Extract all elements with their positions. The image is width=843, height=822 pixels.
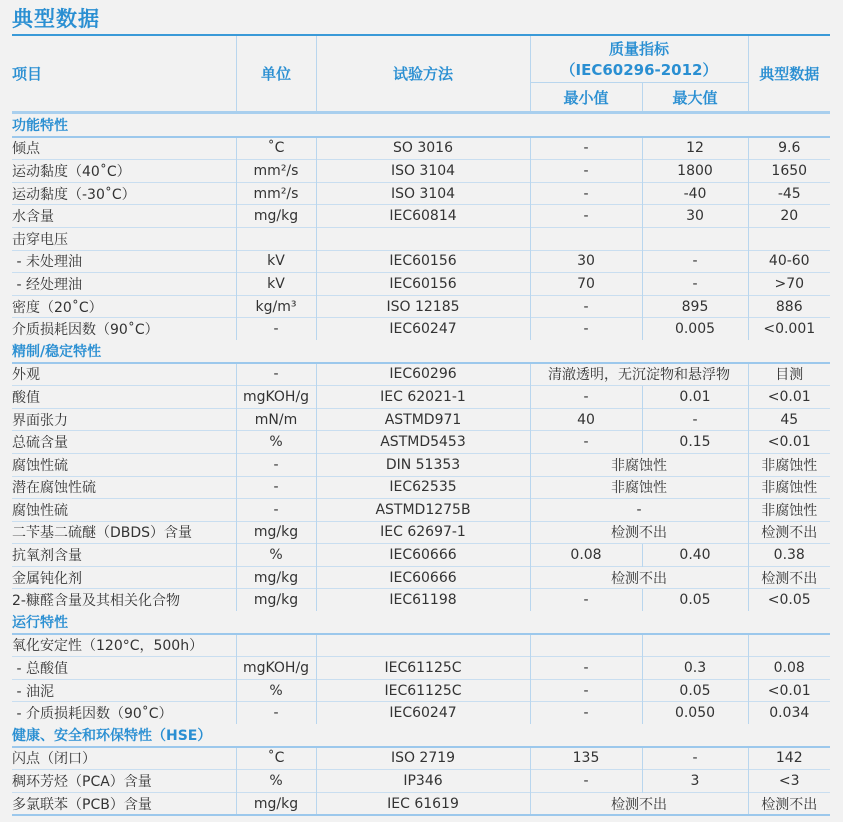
table-row	[12, 521, 830, 544]
table-row	[12, 566, 830, 589]
cell-unit: %	[236, 770, 316, 793]
cell-typical: 非腐蚀性	[748, 499, 830, 522]
cell-min	[530, 227, 642, 250]
cell-unit: -	[236, 318, 316, 340]
table-row	[12, 295, 830, 318]
cell-unit: -	[236, 702, 316, 724]
cell-min: 0.08	[530, 544, 642, 567]
cell-item: 闪点（闭口）	[12, 751, 96, 768]
page-title: 典型数据	[12, 7, 100, 31]
cell-max	[642, 634, 748, 657]
cell-max: 0.15	[642, 431, 748, 454]
table-row	[12, 747, 830, 770]
cell-item: 氧化安定性（120°C，500h）	[12, 638, 204, 655]
section-title: 功能特性	[12, 113, 830, 137]
cell-unit	[236, 227, 316, 250]
header-typical: 典型数据	[748, 35, 830, 113]
table-row	[12, 792, 830, 815]
cell-min: -	[530, 386, 642, 409]
cell-unit: -	[236, 453, 316, 476]
header-quality	[530, 35, 748, 83]
cell-item: 密度（20˚C）	[12, 295, 236, 318]
cell-typical: <0.01	[748, 386, 830, 409]
table-row	[12, 318, 830, 340]
cell-min	[530, 634, 642, 657]
cell-spec: 非腐蚀性	[530, 476, 748, 499]
cell-method: IEC 62021-1	[316, 386, 530, 409]
header-item: 项目	[12, 35, 236, 113]
cell-max: -	[642, 408, 748, 431]
cell-method: IP346	[316, 770, 530, 793]
cell-max: 0.050	[642, 702, 748, 724]
cell-item: 腐蚀性硫	[12, 499, 236, 522]
cell-typical: <0.05	[748, 589, 830, 611]
cell-item: 抗氧剂含量	[12, 544, 236, 567]
cell-method: IEC61198	[316, 589, 530, 611]
cell-item: 运动黏度（40˚C）	[12, 160, 236, 183]
cell-max: 3	[642, 770, 748, 793]
cell-min: -	[530, 679, 642, 702]
cell-typical: <0.001	[748, 318, 830, 340]
section-row	[12, 113, 830, 137]
cell-item: - 总酸值	[12, 657, 236, 680]
table-row	[12, 657, 830, 680]
section-row	[12, 611, 830, 634]
cell-max	[642, 227, 748, 250]
cell-typical: 0.08	[748, 657, 830, 680]
header-min: 最小值	[530, 83, 642, 113]
table-row	[12, 227, 830, 250]
header-method: 试验方法	[316, 35, 530, 113]
cell-max: 0.05	[642, 679, 748, 702]
cell-max: -40	[642, 182, 748, 205]
cell-item: 2-糠醛含量及其相关化合物	[12, 589, 236, 611]
cell-unit: mg/kg	[236, 521, 316, 544]
table-row	[12, 205, 830, 228]
cell-item: 腐蚀性硫	[12, 453, 236, 476]
table-row	[12, 273, 830, 296]
cell-min: -	[530, 137, 642, 160]
cell-typical: >70	[748, 273, 830, 296]
cell-min: 30	[530, 250, 642, 273]
cell-typical: 20	[748, 205, 830, 228]
cell-item: 倾点	[12, 141, 40, 158]
cell-typical: 1650	[748, 160, 830, 183]
cell-method: IEC60296	[316, 363, 530, 386]
cell-method: ISO 2719	[316, 747, 530, 770]
cell-max: 0.01	[642, 386, 748, 409]
cell-typical	[748, 634, 830, 657]
cell-item: 外观	[12, 367, 40, 384]
cell-unit: mgKOH/g	[236, 657, 316, 680]
cell-method: IEC61125C	[316, 657, 530, 680]
cell-unit	[236, 634, 316, 657]
cell-typical: 非腐蚀性	[748, 453, 830, 476]
cell-unit: kV	[236, 250, 316, 273]
cell-typical: -45	[748, 182, 830, 205]
cell-unit: %	[236, 431, 316, 454]
cell-method: IEC60666	[316, 544, 530, 567]
cell-max: -	[642, 747, 748, 770]
cell-method: IEC61125C	[316, 679, 530, 702]
cell-spec: -	[530, 499, 748, 522]
cell-unit: ˚C	[236, 137, 316, 160]
table-row	[12, 160, 830, 183]
cell-method: IEC60156	[316, 250, 530, 273]
cell-method: IEC60156	[316, 273, 530, 296]
table-row	[12, 386, 830, 409]
header-standard: （IEC60296-2012）	[560, 61, 718, 79]
cell-item: 总硫含量	[12, 431, 236, 454]
table-row	[12, 250, 830, 273]
cell-unit: mN/m	[236, 408, 316, 431]
cell-item: 金属钝化剂	[12, 566, 236, 589]
cell-method: ISO 12185	[316, 295, 530, 318]
cell-max: -	[642, 273, 748, 296]
section-title: 运行特性	[12, 611, 830, 634]
cell-unit: mg/kg	[236, 792, 316, 815]
table-row	[12, 702, 830, 724]
cell-method: IEC 62697-1	[316, 521, 530, 544]
cell-item: 运动黏度（-30˚C）	[12, 182, 236, 205]
cell-max: 0.40	[642, 544, 748, 567]
table-row	[12, 182, 830, 205]
cell-item: 稠环芳烃（PCA）含量	[12, 770, 236, 793]
cell-spec: 清澈透明，无沉淀物和悬浮物	[530, 363, 748, 386]
cell-min: -	[530, 431, 642, 454]
cell-unit: mm²/s	[236, 182, 316, 205]
table-row	[12, 363, 830, 386]
cell-unit: mg/kg	[236, 205, 316, 228]
header-max: 最大值	[642, 83, 748, 113]
cell-unit: %	[236, 544, 316, 567]
cell-min: -	[530, 182, 642, 205]
cell-typical: 40-60	[748, 250, 830, 273]
cell-item: - 油泥	[12, 679, 236, 702]
section-row	[12, 724, 830, 747]
cell-unit: kV	[236, 273, 316, 296]
cell-unit: mg/kg	[236, 566, 316, 589]
cell-method: IEC60247	[316, 318, 530, 340]
cell-typical: 0.034	[748, 702, 830, 724]
cell-item: 界面张力	[12, 408, 236, 431]
cell-spec: 非腐蚀性	[530, 453, 748, 476]
cell-unit: mg/kg	[236, 589, 316, 611]
cell-method: IEC60666	[316, 566, 530, 589]
cell-typical: 目测	[748, 363, 830, 386]
cell-min: 70	[530, 273, 642, 296]
cell-typical: 0.38	[748, 544, 830, 567]
cell-unit: kg/m³	[236, 295, 316, 318]
cell-max: 30	[642, 205, 748, 228]
cell-unit: -	[236, 499, 316, 522]
cell-typical: <0.01	[748, 431, 830, 454]
table-row	[12, 634, 830, 657]
table-row	[12, 431, 830, 454]
cell-typical: <3	[748, 770, 830, 793]
cell-item: 水含量	[12, 205, 236, 228]
cell-min: 40	[530, 408, 642, 431]
cell-method	[316, 634, 530, 657]
cell-item: 介质损耗因数（90˚C）	[12, 318, 236, 340]
cell-item: 多氯联苯（PCB）含量	[12, 792, 236, 815]
cell-max: 0.05	[642, 589, 748, 611]
table-row	[12, 770, 830, 793]
cell-typical: <0.01	[748, 679, 830, 702]
cell-typical: 检测不出	[748, 566, 830, 589]
cell-unit: -	[236, 363, 316, 386]
table-row	[12, 476, 830, 499]
cell-method: SO 3016	[316, 137, 530, 160]
cell-item: - 经处理油	[12, 273, 236, 296]
table-body	[12, 113, 830, 816]
cell-method	[316, 227, 530, 250]
header-quality-label: 质量指标	[608, 40, 669, 58]
table-row	[12, 499, 830, 522]
cell-typical: 45	[748, 408, 830, 431]
cell-unit: %	[236, 679, 316, 702]
cell-typical: 142	[748, 747, 830, 770]
typical-data-table	[12, 34, 830, 816]
cell-min: -	[530, 205, 642, 228]
cell-unit: ˚C	[236, 747, 316, 770]
table-row	[12, 453, 830, 476]
table-row	[12, 544, 830, 567]
cell-method: ISO 3104	[316, 182, 530, 205]
section-title: 健康、安全和环保特性（HSE）	[12, 724, 830, 747]
cell-max: 895	[642, 295, 748, 318]
cell-spec: 检测不出	[530, 792, 748, 815]
cell-min: -	[530, 770, 642, 793]
cell-min: 135	[530, 747, 642, 770]
cell-typical: 检测不出	[748, 792, 830, 815]
cell-item: 二苄基二硫醚（DBDS）含量	[12, 521, 236, 544]
table-row	[12, 679, 830, 702]
cell-method: IEC60247	[316, 702, 530, 724]
cell-max: -	[642, 250, 748, 273]
cell-typical: 非腐蚀性	[748, 476, 830, 499]
cell-min: -	[530, 295, 642, 318]
cell-typical: 9.6	[748, 137, 830, 160]
cell-spec: 检测不出	[530, 566, 748, 589]
cell-typical	[748, 227, 830, 250]
cell-unit: mm²/s	[236, 160, 316, 183]
cell-min: -	[530, 318, 642, 340]
cell-method: ASTMD1275B	[316, 499, 530, 522]
cell-unit: -	[236, 476, 316, 499]
cell-item: - 未处理油	[12, 250, 236, 273]
table-row	[12, 589, 830, 611]
cell-typical: 886	[748, 295, 830, 318]
cell-typical: 检测不出	[748, 521, 830, 544]
cell-method: ISO 3104	[316, 160, 530, 183]
cell-method: ASTMD971	[316, 408, 530, 431]
cell-method: ASTMD5453	[316, 431, 530, 454]
cell-method: IEC 61619	[316, 792, 530, 815]
cell-method: IEC62535	[316, 476, 530, 499]
cell-max: 1800	[642, 160, 748, 183]
cell-max: 12	[642, 137, 748, 160]
cell-unit: mgKOH/g	[236, 386, 316, 409]
cell-min: -	[530, 702, 642, 724]
cell-method: DIN 51353	[316, 453, 530, 476]
cell-item: 酸值	[12, 386, 236, 409]
cell-item: 击穿电压	[12, 227, 236, 250]
section-row	[12, 340, 830, 363]
cell-spec: 检测不出	[530, 521, 748, 544]
cell-max: 0.005	[642, 318, 748, 340]
table-row	[12, 137, 830, 160]
cell-item: 潜在腐蚀性硫	[12, 476, 236, 499]
cell-min: -	[530, 160, 642, 183]
section-title: 精制/稳定特性	[12, 340, 830, 363]
cell-method: IEC60814	[316, 205, 530, 228]
cell-item: - 介质损耗因数（90˚C）	[12, 702, 236, 724]
cell-min: -	[530, 589, 642, 611]
cell-max: 0.3	[642, 657, 748, 680]
header-unit: 单位	[236, 35, 316, 113]
cell-min: -	[530, 657, 642, 680]
table-row	[12, 408, 830, 431]
